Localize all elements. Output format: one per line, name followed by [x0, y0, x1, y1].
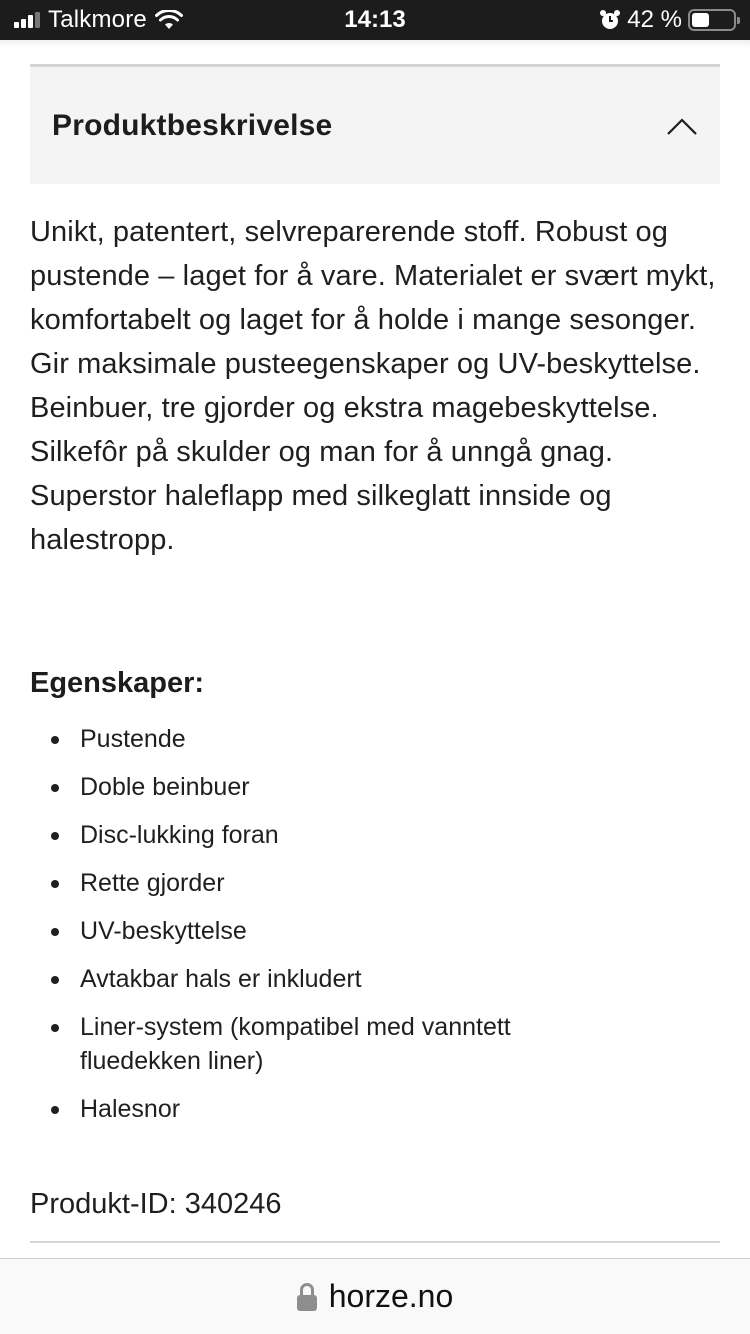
- bullet-icon: [51, 976, 59, 984]
- bullet-icon: [51, 784, 59, 792]
- accordion-title: Produktbeskrivelse: [52, 108, 333, 142]
- chevron-up-icon[interactable]: [666, 116, 698, 136]
- wifi-icon: [155, 10, 183, 30]
- browser-domain[interactable]: horze.no: [328, 1278, 454, 1314]
- status-right: [476, 6, 736, 34]
- feature-item: Disc-lukking foran: [30, 818, 720, 852]
- bullet-icon: [51, 1024, 59, 1032]
- carrier-name: Talkmore: [48, 6, 147, 33]
- bullet-icon: [51, 1106, 59, 1114]
- bullet-icon: [51, 736, 59, 744]
- battery-icon: [688, 9, 736, 31]
- feature-item: Halesnor: [30, 1092, 720, 1126]
- lock-icon: [297, 1283, 317, 1311]
- divider: [30, 1241, 720, 1243]
- scroll-shadow: [0, 40, 750, 48]
- feature-item: Rette gjorder: [30, 866, 720, 900]
- feature-item: Doble beinbuer: [30, 770, 720, 804]
- features-list: [30, 722, 720, 1140]
- features-heading: Egenskaper:: [30, 667, 205, 699]
- feature-item: UV-beskyttelse: [30, 914, 720, 948]
- signal-icon: [14, 12, 40, 28]
- alarm-icon: [599, 9, 621, 31]
- battery-percent: 42 %: [627, 6, 682, 33]
- status-time: 14:13: [344, 6, 406, 33]
- bullet-icon: [51, 928, 59, 936]
- feature-item: Liner-system (kompatibel med vanntett fluedekken liner): [30, 1010, 630, 1078]
- status-bar: [0, 0, 750, 40]
- bullet-icon: [51, 880, 59, 888]
- browser-address-bar[interactable]: [0, 1258, 750, 1334]
- status-left: [14, 6, 274, 34]
- accordion-header-product-description[interactable]: [30, 64, 720, 184]
- product-description-text: Unikt, patentert, selvreparerende stoff. Robust og pustende – laget for å vare. Materialet er svært mykt, komfortabelt og laget for å holde i mange sesonger. Gir maksimale pusteegenskaper og UV-beskyttelse. Beinbuer, tre gjorder og ekstra magebeskyttelse. Silkefôr på skulder og man for å unngå gnag. Superstor haleflapp med silkeglatt innside og halestropp.: [30, 216, 716, 556]
- product-id: Produkt-ID: 340246: [30, 1188, 282, 1220]
- bullet-icon: [51, 832, 59, 840]
- feature-item: Pustende: [30, 722, 720, 756]
- feature-item: Avtakbar hals er inkludert: [30, 962, 720, 996]
